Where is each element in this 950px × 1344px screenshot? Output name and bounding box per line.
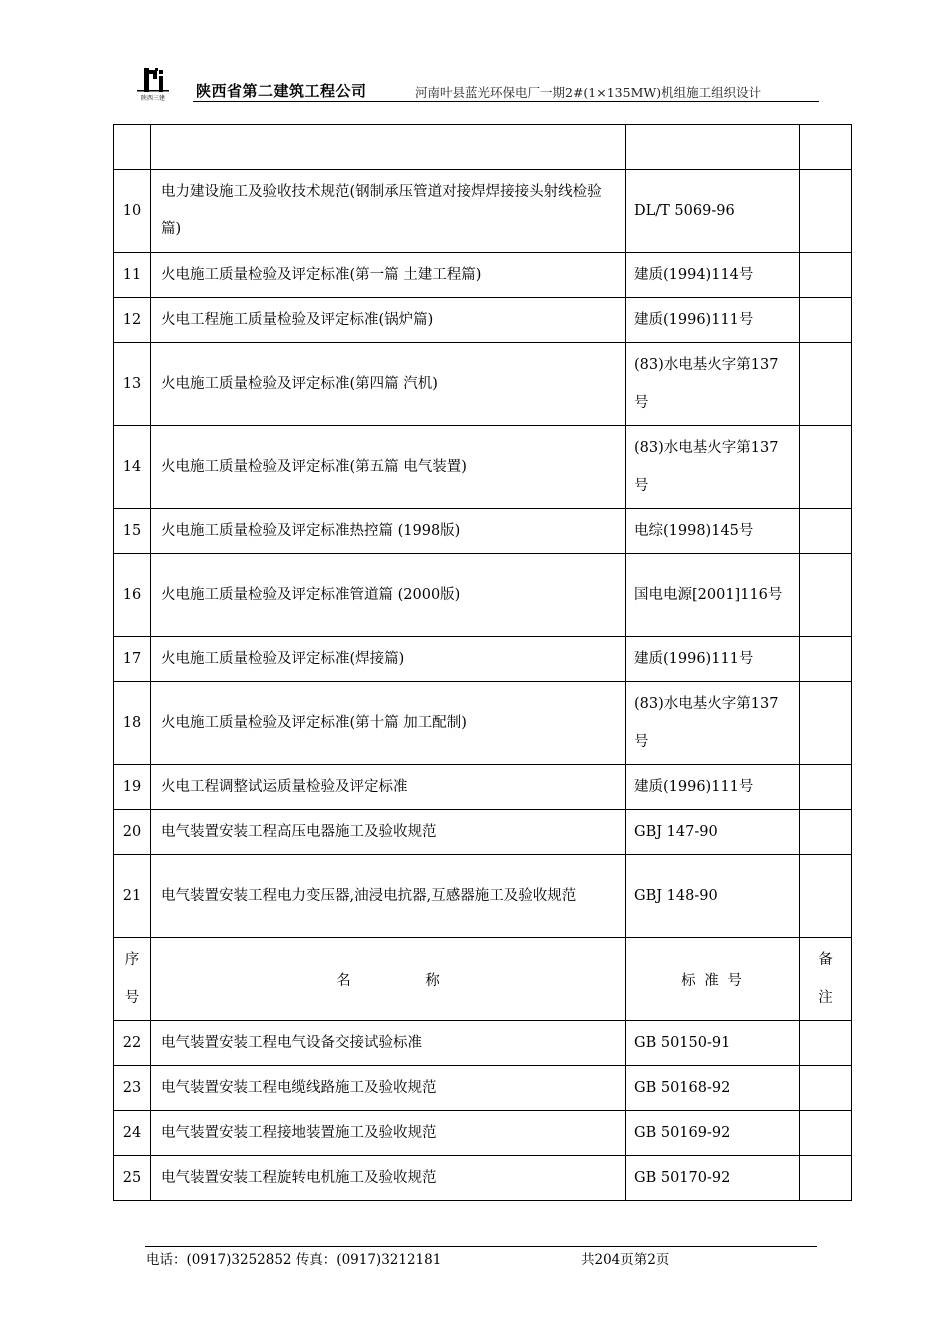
row-number: 11 xyxy=(114,253,151,298)
row-number: 15 xyxy=(114,509,151,554)
remark xyxy=(800,343,852,426)
standard-name: 火电施工质量检验及评定标准管道篇 (2000版) xyxy=(151,554,626,637)
table-body-top xyxy=(114,125,852,938)
row-number: 10 xyxy=(114,170,151,253)
standard-name: 电气装置安装工程接地装置施工及验收规范 xyxy=(151,1111,626,1156)
row-number: 18 xyxy=(114,682,151,765)
standard-name: 电气装置安装工程旋转电机施工及验收规范 xyxy=(151,1156,626,1201)
table-row xyxy=(114,855,852,938)
remark xyxy=(800,765,852,810)
remark xyxy=(800,253,852,298)
standard-code: GB 50170-92 xyxy=(626,1156,800,1201)
standard-code: 电综(1998)145号 xyxy=(626,509,800,554)
standard-code: DL/T 5069-96 xyxy=(626,170,800,253)
standard-name: 火电工程调整试运质量检验及评定标准 xyxy=(151,765,626,810)
project-title: 河南叶县蓝光环保电厂一期2#(1×135MW)机组施工组织设计 xyxy=(415,85,762,100)
header-divider xyxy=(193,101,819,102)
row-number: 19 xyxy=(114,765,151,810)
company-logo-icon xyxy=(133,66,173,102)
header-name: 名 称 xyxy=(151,938,626,1021)
remark xyxy=(800,810,852,855)
table-row xyxy=(114,810,852,855)
remark xyxy=(800,1066,852,1111)
remark xyxy=(800,170,852,253)
standard-code: 建质(1996)111号 xyxy=(626,765,800,810)
standard-code: GBJ 147-90 xyxy=(626,810,800,855)
table-row xyxy=(114,426,852,509)
remark xyxy=(800,1111,852,1156)
row-number: 17 xyxy=(114,637,151,682)
remark xyxy=(800,298,852,343)
standard-name: 电气装置安装工程高压电器施工及验收规范 xyxy=(151,810,626,855)
table-row xyxy=(114,1156,852,1201)
table-header-section xyxy=(114,938,852,1021)
table-body-bottom xyxy=(114,1021,852,1201)
row-number: 14 xyxy=(114,426,151,509)
standards-table xyxy=(113,124,852,1201)
header-no: 序号 xyxy=(114,938,151,1021)
table-row xyxy=(114,1111,852,1156)
remark xyxy=(800,682,852,765)
table-row xyxy=(114,765,852,810)
standard-code: GB 50150-91 xyxy=(626,1021,800,1066)
row-number: 21 xyxy=(114,855,151,938)
header-code: 标 准 号 xyxy=(626,938,800,1021)
row-number: 12 xyxy=(114,298,151,343)
standard-code: GB 50168-92 xyxy=(626,1066,800,1111)
remark xyxy=(800,1021,852,1066)
standard-name: 火电施工质量检验及评定标准(第四篇 汽机) xyxy=(151,343,626,426)
table-row xyxy=(114,253,852,298)
row-number: 22 xyxy=(114,1021,151,1066)
standard-name: 电气装置安装工程电气设备交接试验标准 xyxy=(151,1021,626,1066)
row-number: 25 xyxy=(114,1156,151,1201)
table-row xyxy=(114,1066,852,1111)
standard-name: 火电施工质量检验及评定标准(焊接篇) xyxy=(151,637,626,682)
standard-name: 火电施工质量检验及评定标准热控篇 (1998版) xyxy=(151,509,626,554)
remark xyxy=(800,554,852,637)
standard-code: (83)水电基火字第137号 xyxy=(626,343,800,426)
standard-code: (83)水电基火字第137号 xyxy=(626,682,800,765)
remark xyxy=(800,855,852,938)
standard-name xyxy=(151,125,626,170)
standard-name: 电气装置安装工程电缆线路施工及验收规范 xyxy=(151,1066,626,1111)
row-number: 24 xyxy=(114,1111,151,1156)
standard-code: 建质(1994)114号 xyxy=(626,253,800,298)
standard-code: (83)水电基火字第137号 xyxy=(626,426,800,509)
logo-caption: 陕西三建 xyxy=(140,95,166,102)
standard-code: GBJ 148-90 xyxy=(626,855,800,938)
footer-page-number: 共204页第2页 xyxy=(581,1252,670,1268)
remark xyxy=(800,125,852,170)
footer-contact: 电话：(0917)3252852 传真：(0917)3212181 xyxy=(146,1252,442,1268)
remark xyxy=(800,509,852,554)
table-row xyxy=(114,682,852,765)
standard-name: 火电施工质量检验及评定标准(第五篇 电气装置) xyxy=(151,426,626,509)
remark xyxy=(800,1156,852,1201)
row-number: 16 xyxy=(114,554,151,637)
standard-name: 火电工程施工质量检验及评定标准(锅炉篇) xyxy=(151,298,626,343)
footer-divider xyxy=(145,1246,817,1247)
standard-name: 火电施工质量检验及评定标准(第一篇 土建工程篇) xyxy=(151,253,626,298)
standard-code xyxy=(626,125,800,170)
page-header xyxy=(133,66,819,104)
table-row xyxy=(114,637,852,682)
row-number: 23 xyxy=(114,1066,151,1111)
header-remark: 备注 xyxy=(800,938,852,1021)
table-row xyxy=(114,125,852,170)
standard-code: 建质(1996)111号 xyxy=(626,298,800,343)
company-name: 陕西省第二建筑工程公司 xyxy=(196,82,367,100)
standard-name: 电气装置安装工程电力变压器,油浸电抗器,互感器施工及验收规范 xyxy=(151,855,626,938)
standard-code: 建质(1996)111号 xyxy=(626,637,800,682)
remark xyxy=(800,637,852,682)
standard-code: GB 50169-92 xyxy=(626,1111,800,1156)
row-number xyxy=(114,125,151,170)
table-row xyxy=(114,1021,852,1066)
remark xyxy=(800,426,852,509)
table-row xyxy=(114,509,852,554)
row-number: 20 xyxy=(114,810,151,855)
standard-name: 电力建设施工及验收技术规范(钢制承压管道对接焊焊接接头射线检验篇) xyxy=(151,170,626,253)
table-row xyxy=(114,343,852,426)
row-number: 13 xyxy=(114,343,151,426)
standard-code: 国电电源[2001]116号 xyxy=(626,554,800,637)
standard-name: 火电施工质量检验及评定标准(第十篇 加工配制) xyxy=(151,682,626,765)
table-row xyxy=(114,554,852,637)
table-header-row xyxy=(114,938,852,1021)
table-row xyxy=(114,298,852,343)
table-row xyxy=(114,170,852,253)
